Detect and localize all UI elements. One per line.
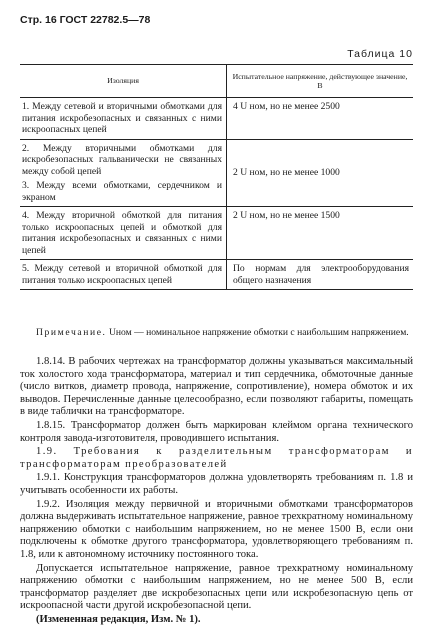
column-header-isolation: Изоляция — [20, 65, 227, 98]
section-heading: 1.9. Требования к разделительным трансформаторам и трансформаторам преобразователей — [20, 446, 413, 470]
table-row — [20, 260, 413, 290]
table-title: Таблица 10 — [347, 48, 413, 60]
table-row — [20, 139, 413, 180]
page-header: Стр. 16 ГОСТ 22782.5—78 — [20, 14, 151, 26]
paragraph: 1.9.1. Конструкция трансформаторов должна удовлетворять требованиям п. 1.8 и учитывать особенности их работы. — [20, 472, 413, 496]
table-row — [20, 98, 413, 140]
voltage-cell: 4 U ном, но не менее 2500 — [233, 101, 340, 112]
paragraph: Допускается испытательное напряжение, равное трехкратному номинальному напряжению обмотки с наибольшим напряжением, но не менее 500 В, если трансформатор разделяет две искробезопасных цепи или искробезопасную цепь от искроопасной части другой искробезопасной цепи. — [20, 562, 413, 612]
voltage-cell: 2 U ном, но не менее 1000 — [227, 139, 414, 207]
amendment-note: (Измененная редакция, Изм. № 1). — [36, 613, 201, 625]
isolation-cell: 1. Между сетевой и вторичными обмотками для питания искробезопасных и связанных с ними искроопасных цепей — [20, 98, 227, 140]
table-header-row — [20, 65, 413, 98]
voltage-cell: По нормам для электрооборудования общего назначения — [227, 260, 414, 290]
body-text — [20, 356, 413, 627]
note-text: Uном — номинальное напряжение обмотки с наибольшим напряжением. — [108, 327, 409, 338]
paragraph: 1.8.14. В рабочих чертежах на трансформатор должны указываться максимальный ток холостого хода трансформатора, материал и тип сердечника, обмоточные данные (число витков, диаметр провода, напряжение, сопротивление), номера обмоток и их выводов. Перечисленные данные целесообразно, если позволяют габариты, помещать в виде таблички на трансформаторе. — [20, 356, 413, 418]
column-header-voltage: Испытательное напряжение, действующее значение, В — [227, 65, 414, 98]
isolation-cell: 5. Между сетевой и вторичной обмоткой для питания только искроопасных цепей — [20, 260, 227, 290]
table-row — [20, 207, 413, 260]
paragraph: 1.9.2. Изоляция между первичной и вторичными обмотками трансформаторов должна выдерживать испытательное напряжение, равное трехкратному номинальному напряжению обмотки с наибольшим напряжением, но не менее 1500 В, если они подключены к обмотке другого трансформатора, удовлетворяющего требованиям п. 1.8, или к автономному источнику постоянного тока. — [20, 498, 413, 560]
note-label: Примечание. — [36, 327, 107, 338]
isolation-cell: 3. Между всеми обмотками, сердечником и экраном — [20, 180, 227, 207]
insulation-test-table — [20, 64, 413, 290]
isolation-cell: 2. Между вторичными обмотками для искробезопасных гальванически не связанных между собой цепей — [20, 139, 227, 180]
table-note — [20, 327, 413, 339]
paragraph: 1.8.15. Трансформатор должен быть маркирован клеймом органа технического контроля завода-изготовителя, проводившего испытания. — [20, 419, 413, 444]
voltage-cell: 2 U ном, но не менее 1500 — [227, 207, 414, 260]
isolation-cell: 4. Между вторичной обмоткой для питания только искроопасных цепей и обмоткой для питания искробезопасных и связанных с ними цепей — [20, 207, 227, 260]
